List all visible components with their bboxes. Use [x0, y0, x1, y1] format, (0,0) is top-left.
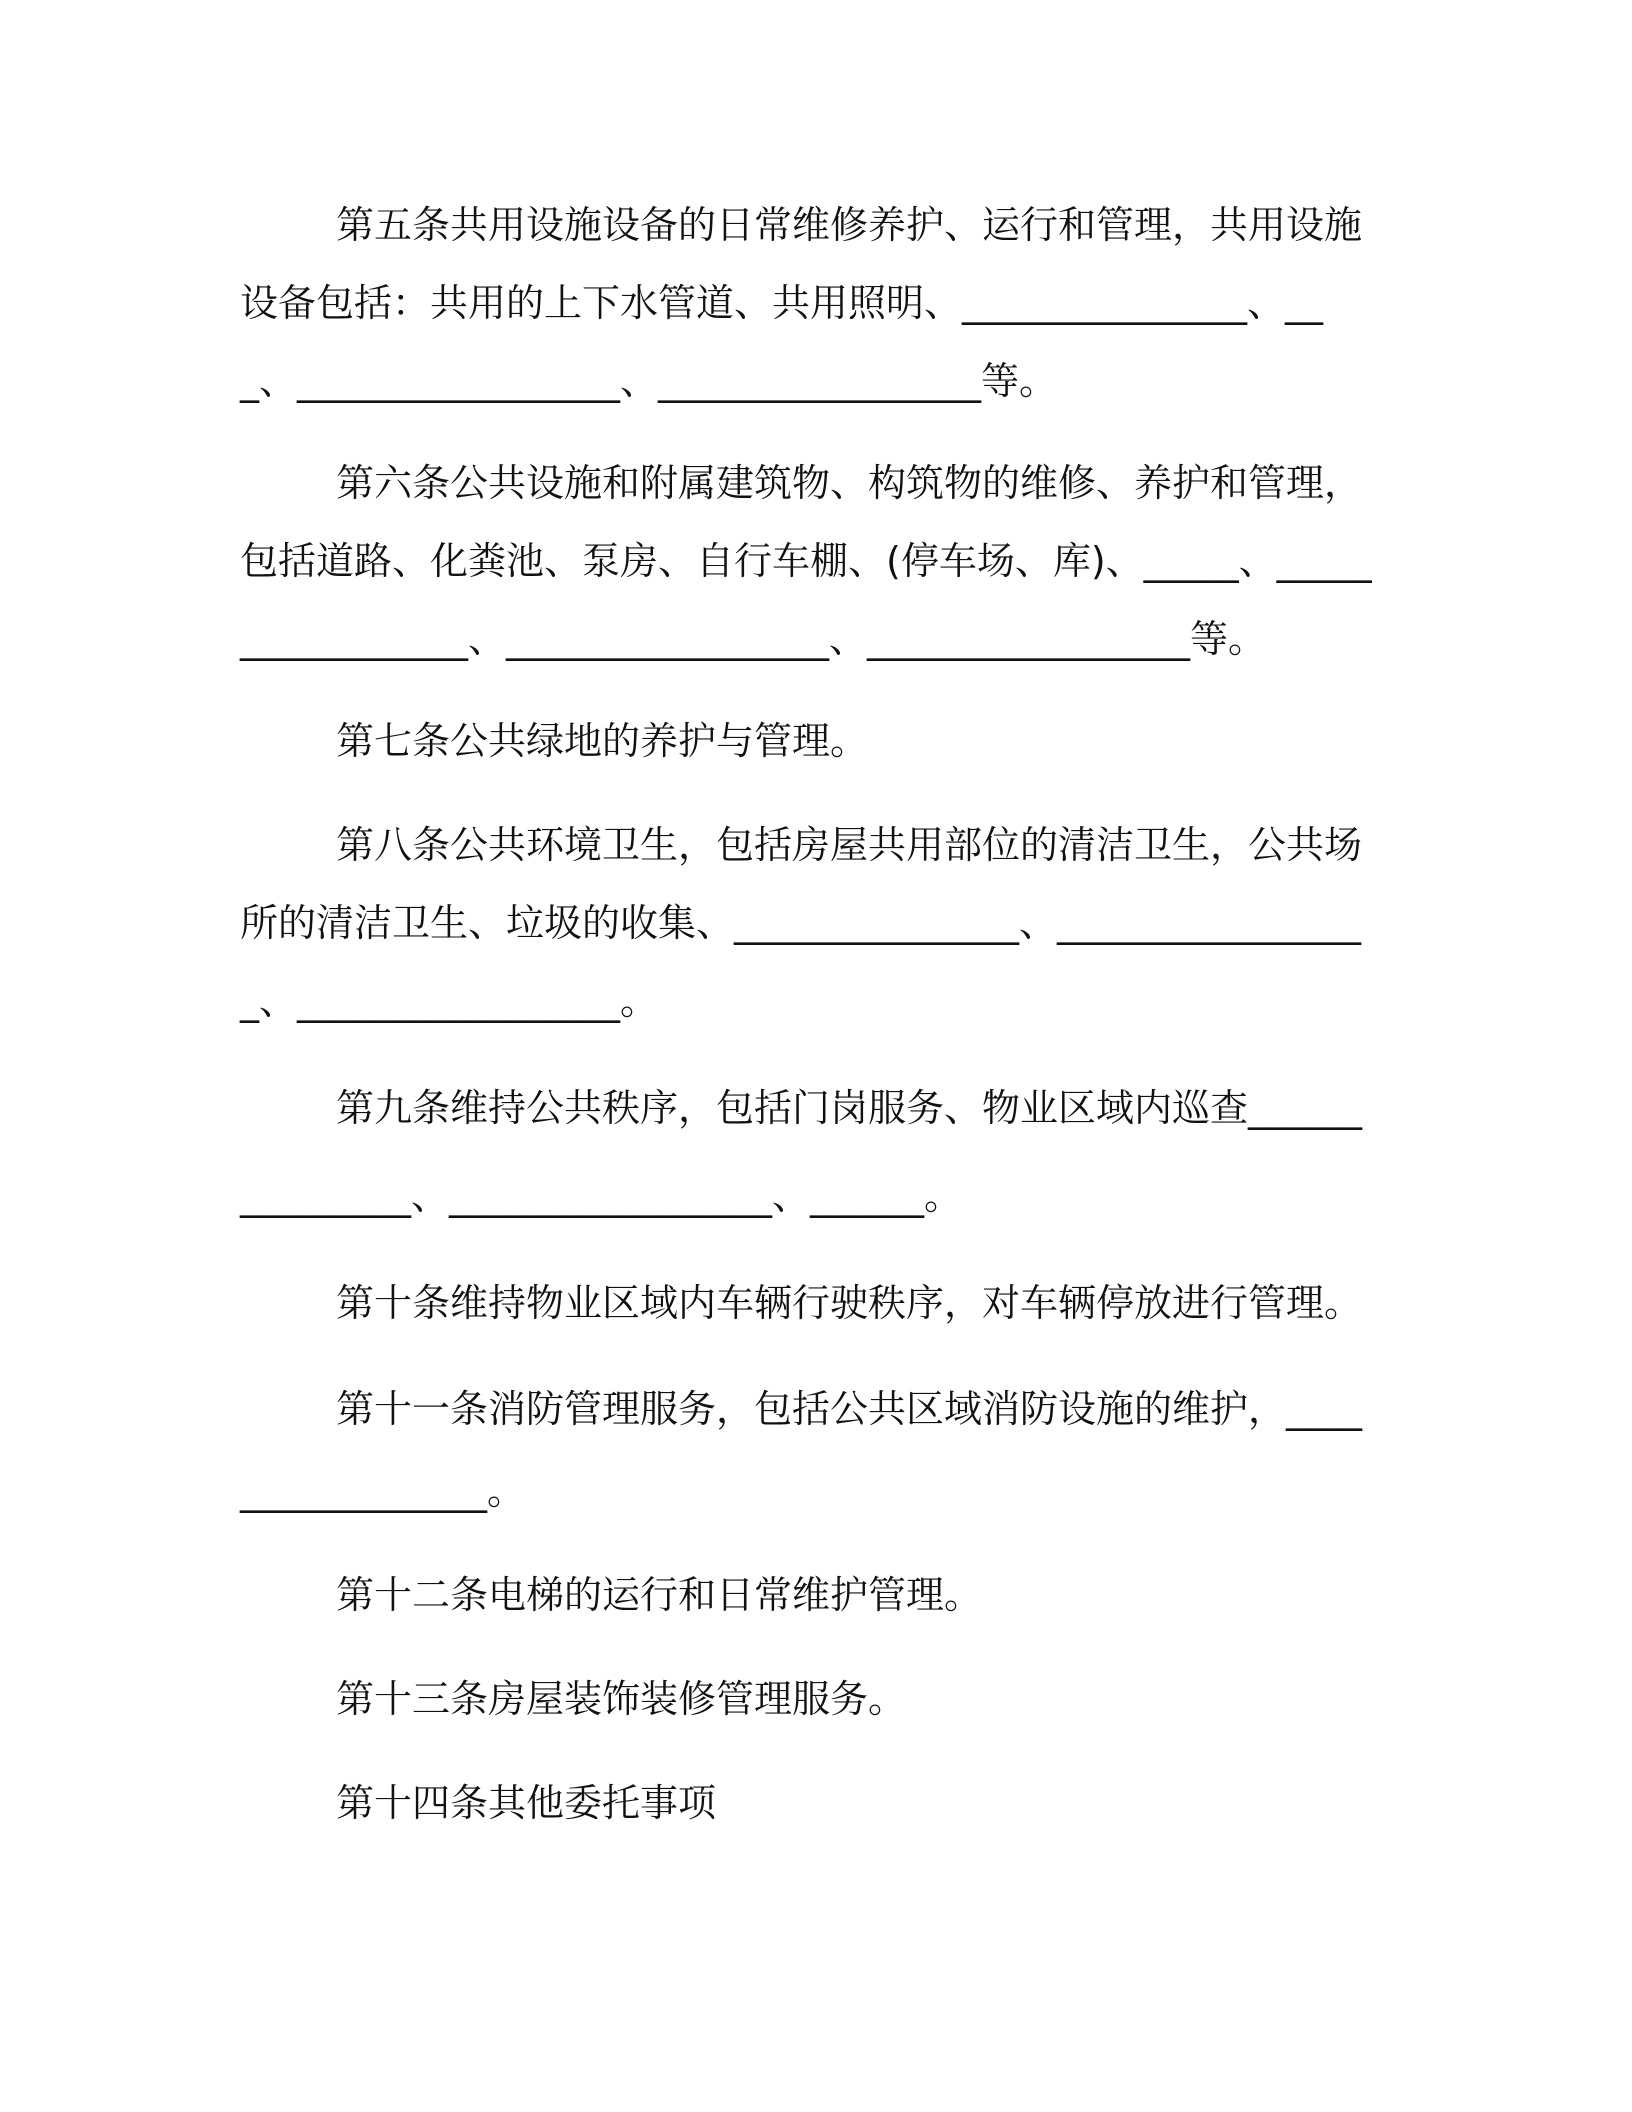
document-body [240, 186, 1376, 1842]
clause-12: 第十二条电梯的运行和日常维护管理。 [336, 1573, 983, 1617]
clause-11: 第十一条消防管理服务，包括公共区域消防设施的维护，_________________。 [240, 1387, 1363, 1513]
clause-7: 第七条公共绿地的养护与管理。 [336, 719, 869, 763]
clause-14: 第十四条其他委托事项 [336, 1781, 717, 1825]
clause-8: 第八条公共环境卫生，包括房屋共用部位的清洁卫生，公共场所的清洁卫生、垃圾的收集、_______________、_________________、_________________。 [240, 823, 1363, 1023]
clause-9: 第九条维持公共秩序，包括门岗服务、物业区域内巡查_______________、_________________、______。 [240, 1086, 1363, 1218]
clause-5: 第五条共用设施设备的日常维修养护、运行和管理，共用设施设备包括：共用的上下水管道、共用照明、_______________、___、_________________、_________________等。 [240, 203, 1363, 403]
clause-10: 第十条维持物业区域内车辆行驶秩序，对车辆停放进行管理。 [336, 1281, 1363, 1325]
clause-13: 第十三条房屋装饰装修管理服务。 [336, 1677, 907, 1721]
clause-6: 第六条公共设施和附属建筑物、构筑物的维修、养护和管理，包括道路、化粪池、泵房、自行车棚、(停车场、库)、_____、_________________、_________________、_________________等。 [240, 461, 1372, 661]
